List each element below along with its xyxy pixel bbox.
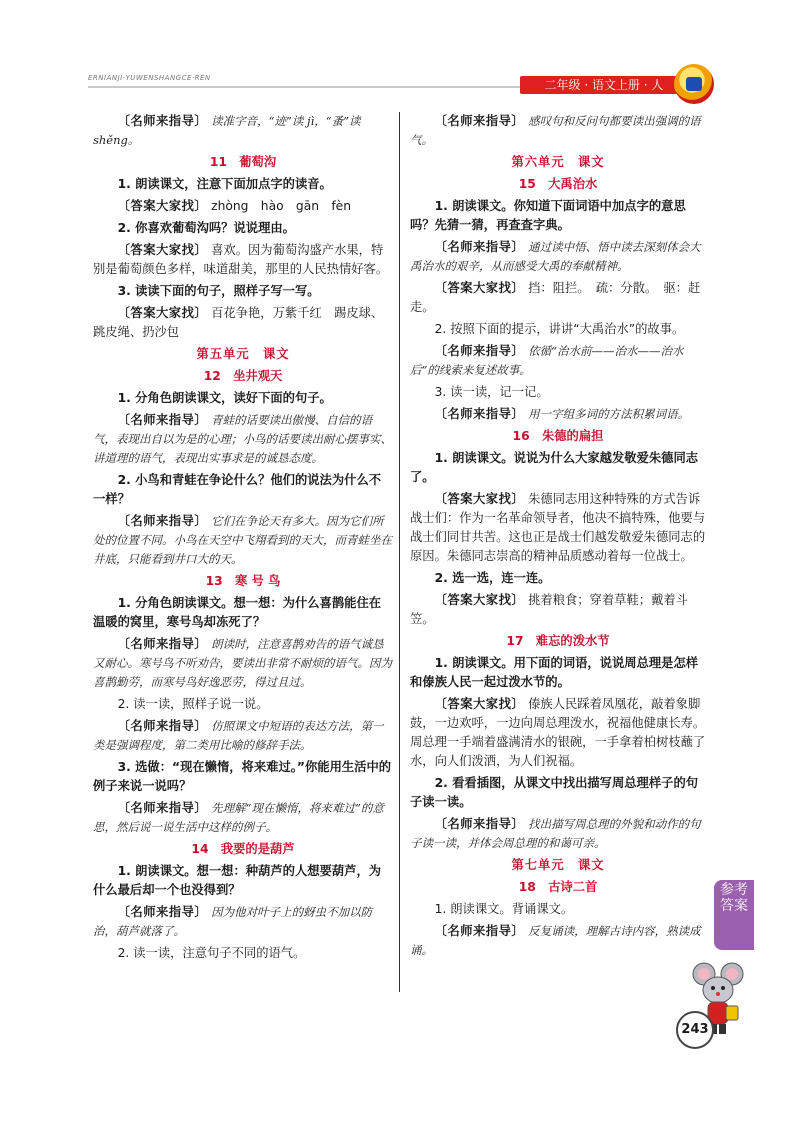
question: 1. 朗读课文。想一想：种葫芦的人想要葫芦，为什么最后却一个也没得到？ xyxy=(93,864,382,897)
teacher-tag: 〔名师来指导〕 xyxy=(117,719,208,733)
answer-text: 喜欢。因为葡萄沟盛产水果，特别是葡萄颜色多样，味道甜美，那里的人民热情好客。 xyxy=(93,243,389,276)
logo-badge-icon xyxy=(674,64,714,104)
answer-text: 朱德同志用这种特殊的方式告诉战士们：作为一名革命领导者，他决不搞特殊，他要与战士们同甘共苦。这也正是战士们越发敬爱朱德同志的原因。朱德同志崇高的精神品质感动着每一位战士。 xyxy=(410,492,706,563)
unit-title-6: 第六单元 课文 xyxy=(511,155,605,169)
answer-text: 挡：阻拦。 疏：分散。 驱：赶走。 xyxy=(410,281,701,314)
teacher-tag: 〔名师来指导〕 xyxy=(117,114,208,128)
left-column xyxy=(93,112,393,966)
column-divider xyxy=(399,112,400,992)
answers-side-tab xyxy=(714,880,754,950)
question: 1. 朗读课文。你知道下面词语中加点字的意思吗？先猜一猜，再查查字典。 xyxy=(410,199,686,232)
section-title-18: 18 古诗二首 xyxy=(518,880,598,894)
section-title-17: 17 难忘的泼水节 xyxy=(506,634,610,648)
tip-text: 反复诵读，理解古诗内容，熟读成诵。 xyxy=(410,924,701,957)
tip-text: 读准字音，“迹”读 jì，“蚤”读 shěng。 xyxy=(93,114,361,147)
teacher-tag: 〔名师来指导〕 xyxy=(434,344,525,358)
tip-text: 青蛙的话要读出傲慢、自信的语气，表现出自以为是的心理；小鸟的话要读出耐心摆事实、讲道理的语气，表现出实事求是的诚恳态度。 xyxy=(93,413,392,465)
answer-tag: 〔答案大家找〕 xyxy=(117,243,208,257)
question: 2. 你喜欢葡萄沟吗？说说理由。 xyxy=(117,221,295,235)
teacher-tag: 〔名师来指导〕 xyxy=(117,801,208,815)
section-title-14: 14 我要的是葫芦 xyxy=(191,842,295,856)
side-tab-line-1: 参考 xyxy=(720,882,748,898)
right-column xyxy=(410,112,706,963)
question: 2. 按照下面的提示，讲讲“大禹治水”的故事。 xyxy=(434,322,685,336)
tip-text: 仿照课文中短语的表达方法，第一类是强调程度，第二类用比喻的修辞手法。 xyxy=(93,719,384,752)
question: 1. 朗读课文。背诵课文。 xyxy=(434,902,574,916)
answer-tag: 〔答案大家找〕 xyxy=(434,281,525,295)
question: 2. 读一读，注意句子不同的语气。 xyxy=(117,946,306,960)
answer-text: 百花争艳，万紫千红 踢皮球、跳皮绳、扔沙包 xyxy=(93,306,384,339)
teacher-tag: 〔名师来指导〕 xyxy=(434,924,525,938)
answer-text: 挑着粮食；穿着草鞋；戴着斗笠。 xyxy=(410,593,688,626)
teacher-tag: 〔名师来指导〕 xyxy=(117,514,208,528)
question: 1. 朗读课文。说说为什么大家越发敬爱朱德同志了。 xyxy=(410,451,699,484)
tip-text: 感叹句和反问句都要读出强调的语气。 xyxy=(410,114,701,147)
unit-title-7: 第七单元 课文 xyxy=(511,858,605,872)
section-title-15: 15 大禹治水 xyxy=(518,177,598,191)
question: 2. 看看插图，从课文中找出描写周总理样子的句子读一读。 xyxy=(410,776,699,809)
question: 2. 读一读，照样子说一说。 xyxy=(117,697,269,711)
tip-text: 因为他对叶子上的蚜虫不加以防治，葫芦就落了。 xyxy=(93,905,373,938)
tip-text: 朗读时，注意喜鹊劝告的语气诚恳又耐心。寒号鸟不听劝告，要读出非常不耐烦的语气。因为喜鹊勤劳，而寒号鸟好逸恶劳，得过且过。 xyxy=(93,637,392,689)
answer-tag: 〔答案大家找〕 xyxy=(434,492,525,506)
question: 3. 读读下面的句子，照样子写一写。 xyxy=(117,284,320,298)
question: 1. 朗读课文。用下面的词语，说说周总理是怎样和傣族人民一起过泼水节的。 xyxy=(410,656,699,689)
answer-text: zhòng hào gān fèn xyxy=(211,199,352,213)
section-title-11: 11 葡萄沟 xyxy=(209,155,277,169)
tip-text: 用一字组多词的方法积累词语。 xyxy=(528,407,690,421)
question: 3. 选做：“现在懒惰，将来难过。”你能用生活中的例子来说一说吗？ xyxy=(93,760,392,793)
answer-tag: 〔答案大家找〕 xyxy=(434,593,525,607)
teacher-tag: 〔名师来指导〕 xyxy=(434,240,525,254)
tip-text: 找出描写周总理的外貌和动作的句子读一读，并体会周总理的和蔼可亲。 xyxy=(410,817,701,850)
answer-tag: 〔答案大家找〕 xyxy=(117,199,208,213)
tip-text: 它们在争论天有多大。因为它们所处的位置不同。小鸟在天空中飞翔看到的天大，而青蛙坐在井底，只能看到井口大的天。 xyxy=(93,514,392,566)
section-title-13: 13 寒 号 鸟 xyxy=(205,574,281,588)
answer-tag: 〔答案大家找〕 xyxy=(434,697,525,711)
teacher-tag: 〔名师来指导〕 xyxy=(117,637,208,651)
section-title-16: 16 朱德的扁担 xyxy=(512,429,604,443)
teacher-tag: 〔名师来指导〕 xyxy=(434,817,525,831)
teacher-tag: 〔名师来指导〕 xyxy=(117,413,208,427)
teacher-tag: 〔名师来指导〕 xyxy=(434,407,525,421)
question: 1. 分角色朗读课文。想一想：为什么喜鹊能住在温暖的窝里，寒号鸟却冻死了？ xyxy=(93,596,382,629)
question: 1. 朗读课文，注意下面加点字的读音。 xyxy=(117,177,332,191)
page-number: 243 xyxy=(676,1011,714,1049)
teacher-tag: 〔名师来指导〕 xyxy=(117,905,208,919)
grade-tab: 二年级 · 语文上册 · 人 xyxy=(520,76,688,94)
answer-tag: 〔答案大家找〕 xyxy=(117,306,208,320)
tip-text: 依循“治水前——治水——治水后”的线索来复述故事。 xyxy=(410,344,684,377)
side-tab-line-2: 答案 xyxy=(720,898,748,914)
question: 3. 读一读，记一记。 xyxy=(434,385,549,399)
tip-text: 先理解“现在懒惰，将来难过”的意思，然后说一说生活中这样的例子。 xyxy=(93,801,384,834)
tip-text: 通过读中悟、悟中读去深刻体会大禹治水的艰辛，从而感受大禹的奉献精神。 xyxy=(410,240,701,273)
unit-title-5: 第五单元 课文 xyxy=(196,347,290,361)
question: 1. 分角色朗读课文，读好下面的句子。 xyxy=(117,391,332,405)
answer-text: 傣族人民踩着凤凰花，敲着象脚鼓，一边欢呼，一边向周总理泼水，祝福他健康长寿。周总理一手端着盛满清水的银碗，一手拿着柏树枝蘸了水，向人们泼洒，为人们祝福。 xyxy=(410,697,706,768)
series-label: ERNIANJI·YUWENSHANGCE·REN xyxy=(88,74,211,82)
teacher-tag: 〔名师来指导〕 xyxy=(434,114,525,128)
question: 2. 选一选，连一连。 xyxy=(434,571,551,585)
question: 2. 小鸟和青蛙在争论什么？他们的说法为什么不一样？ xyxy=(93,473,382,506)
section-title-12: 12 坐井观天 xyxy=(203,369,283,383)
